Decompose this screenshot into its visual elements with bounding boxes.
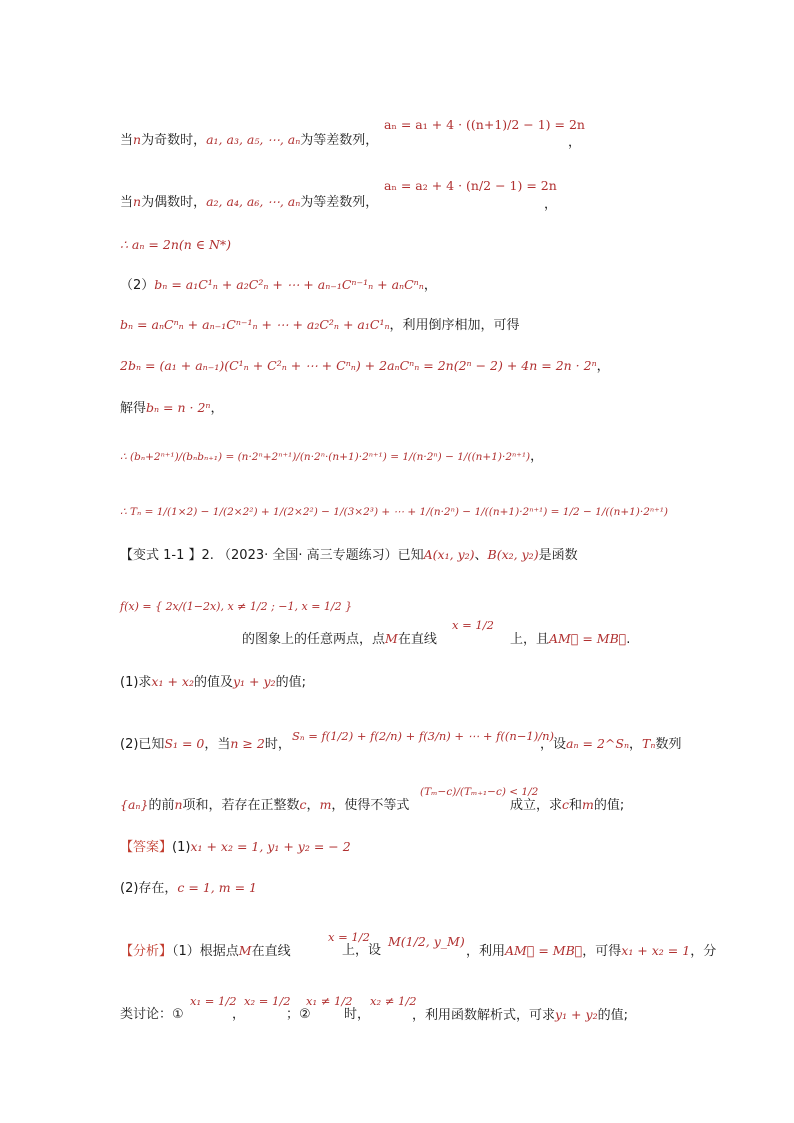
analysis-line-2 xyxy=(120,1006,184,1024)
problem-header: 【变式 1-1 】2. （2023· 全国· 高三专题练习）已知 xyxy=(120,548,424,563)
text: ，使得不等式 xyxy=(331,798,410,813)
y-sum: y₁ + y₂ xyxy=(232,674,276,689)
text: （1）根据点 xyxy=(172,944,239,959)
case-2-x2: x₂ ≠ 1/2 xyxy=(370,994,417,1008)
question-3-line xyxy=(120,796,409,815)
solve-bn-line xyxy=(120,399,224,418)
text: 在直线 xyxy=(397,632,437,647)
analysis-line-1 xyxy=(120,942,291,961)
text: 为奇数时， xyxy=(141,133,207,148)
even-case-formula: aₙ = a₂ + 4 · (n/2 − 1) = 2n xyxy=(384,178,557,193)
ratio-formula: ∴ (bₙ+2ⁿ⁺¹)/(bₙbₙ₊₁) = (n·2ⁿ+2ⁿ⁺¹)/(n·2ⁿ·(n+1)·2ⁿ⁺¹) = 1/(n·2ⁿ) − 1/((n+1)·2ⁿ⁺¹) xyxy=(120,451,531,463)
two-bn-formula: 2bₙ = (a₁ + aₙ₋₁)(C¹ₙ + C²ₙ + ⋯ + Cⁿₙ) + 2aₙCⁿₙ = 2n(2ⁿ − 2) + 4n = 2n · 2ⁿ xyxy=(120,358,597,373)
tn: Tₙ xyxy=(642,736,656,751)
text: ， xyxy=(423,278,437,293)
math-m: m xyxy=(319,797,332,812)
text: ；② xyxy=(286,1007,311,1022)
text: 是函数 xyxy=(538,548,578,563)
text: 、 xyxy=(474,548,488,563)
text: 在直线 xyxy=(251,944,291,959)
text: . xyxy=(626,632,631,647)
text: 和 xyxy=(569,798,583,813)
ratio-line xyxy=(120,448,543,466)
x-sum-result: x₁ + x₂ = 1 xyxy=(621,943,691,958)
odd-case-formula: aₙ = a₁ + 4 · ((n+1)/2 − 1) = 2n xyxy=(384,117,585,132)
math-n: n xyxy=(133,194,142,209)
math-m: m xyxy=(582,797,594,812)
analysis-line-eq: x = 1/2 xyxy=(328,930,370,944)
question-2-tail xyxy=(540,735,681,754)
an-seq: {aₙ} xyxy=(120,797,149,812)
text: ， xyxy=(530,449,544,464)
text: ，利用 xyxy=(466,944,506,959)
answer-2: c = 1, m = 1 xyxy=(177,880,257,895)
math-c: c xyxy=(562,797,570,812)
text: 的值; xyxy=(593,798,625,813)
text: ，可得 xyxy=(582,944,622,959)
text: 解得 xyxy=(120,401,147,416)
text: (1) xyxy=(172,840,191,855)
function-definition: f(x) = { 2x/(1−2x), x ≠ 1/2 ; −1, x = 1/2 } xyxy=(120,600,353,613)
math-sequence: a₁, a₃, a₅, ⋯, aₙ xyxy=(206,132,301,147)
text: ，利用倒序相加，可得 xyxy=(389,318,520,333)
answer-line-2 xyxy=(120,879,257,898)
text: 当 xyxy=(120,195,134,210)
text: ， xyxy=(306,798,320,813)
bn-reverse-formula: bₙ = aₙCⁿₙ + aₙ₋₁Cⁿ⁻¹ₙ + ⋯ + a₂C²ₙ + a₁C¹ₙ xyxy=(120,317,390,332)
text: 上，且 xyxy=(510,632,550,647)
question-1-line xyxy=(120,673,306,692)
two-bn-line xyxy=(120,357,610,376)
case-1-x1: x₁ = 1/2 xyxy=(190,994,237,1008)
text: 数列 xyxy=(655,737,682,752)
text: 的图象上的任意两点，点 xyxy=(242,632,386,647)
tn-sum-line xyxy=(120,503,668,521)
answer-1: x₁ + x₂ = 1, y₁ + y₂ = − 2 xyxy=(190,839,351,854)
math-n: n xyxy=(174,797,183,812)
math-sequence: a₂, a₄, a₆, ⋯, aₙ xyxy=(206,194,301,209)
n-condition: n ≥ 2 xyxy=(230,736,265,751)
odd-case-tail: ， xyxy=(568,135,582,150)
inequality: (Tₘ−c)/(Tₘ₊₁−c) < 1/2 xyxy=(420,786,539,798)
math-m: M xyxy=(238,943,252,958)
analysis-tag: 【分析】 xyxy=(120,944,173,959)
text: 项和，若存在正整数 xyxy=(182,798,300,813)
conclusion-an: ∴ aₙ = 2n(n ∈ N*) xyxy=(120,237,232,252)
text: 的值; xyxy=(597,1008,628,1023)
text: 的前 xyxy=(148,798,175,813)
vector-line xyxy=(510,630,630,649)
text: ，分 xyxy=(690,944,717,959)
text: 类讨论：① xyxy=(120,1007,184,1022)
text: ， xyxy=(629,737,643,752)
graph-text-line xyxy=(242,630,437,649)
analysis-line-1b xyxy=(342,942,381,960)
question-3-tail xyxy=(510,796,624,815)
text: ，当 xyxy=(204,737,231,752)
line-equation: x = 1/2 xyxy=(452,618,494,632)
vector-equation: AM⃗ = MB⃗ xyxy=(549,631,627,646)
m-coordinate: M(1/2, y_M) xyxy=(388,934,465,949)
math-m: M xyxy=(385,631,398,646)
bn-formula: bₙ = a₁C¹ₙ + a₂C²ₙ + ⋯ + aₙ₋₁Cⁿ⁻¹ₙ + aₙCⁿₙ xyxy=(154,277,424,292)
x-sum: x₁ + x₂ xyxy=(151,674,194,689)
text: 为等差数列， xyxy=(300,133,379,148)
text: 的值及 xyxy=(193,675,233,690)
text: (1)求 xyxy=(120,675,152,690)
case-2-x1: x₁ ≠ 1/2 xyxy=(306,994,353,1008)
an-def: aₙ = 2^Sₙ xyxy=(566,736,630,751)
part-label: （2） xyxy=(120,278,155,293)
answer-line-1 xyxy=(120,838,351,857)
vector-equation: AM⃗ = MB⃗ xyxy=(505,943,583,958)
text: ，设 xyxy=(540,737,567,752)
text: 上，设 xyxy=(342,943,382,958)
text: 为偶数时， xyxy=(141,195,207,210)
case-1-x2: x₂ = 1/2 xyxy=(244,994,291,1008)
point-b: B(x₂, y₂) xyxy=(487,547,539,562)
text: 为等差数列， xyxy=(300,195,379,210)
bn-result: bₙ = n · 2ⁿ xyxy=(146,400,211,415)
sn-formula: Sₙ = f(1/2) + f(2/n) + f(3/n) + ⋯ + f((n−1)/n) xyxy=(292,729,555,743)
y-sum: y₁ + y₂ xyxy=(555,1007,598,1022)
even-case-line xyxy=(120,193,378,212)
analysis-line-1c xyxy=(466,942,716,961)
text: 成立，求 xyxy=(510,798,563,813)
text: ， xyxy=(210,401,224,416)
problem-header-line xyxy=(120,546,578,565)
answer-tag: 【答案】 xyxy=(120,840,173,855)
s1: S₁ = 0 xyxy=(164,736,205,751)
text: ， xyxy=(232,1007,246,1022)
text: (2)已知 xyxy=(120,737,165,752)
text: 时， xyxy=(344,1007,371,1022)
text: (2)存在， xyxy=(120,881,178,896)
text: 当 xyxy=(120,133,134,148)
text: 的值; xyxy=(275,675,306,690)
tn-formula: ∴ Tₙ = 1/(1×2) − 1/(2×2²) + 1/(2×2²) − 1/(3×2³) + ⋯ + 1/(n·2ⁿ) − 1/((n+1)·2ⁿ⁺¹) = 1/2 − 1/((n+1)·2ⁿ⁺¹) xyxy=(120,506,669,518)
question-2-line xyxy=(120,735,291,754)
point-a: A(x₁, y₂) xyxy=(423,547,475,562)
text: ， xyxy=(596,359,610,374)
odd-case-line xyxy=(120,131,378,150)
math-n: n xyxy=(133,132,142,147)
text: ，利用函数解析式，可求 xyxy=(412,1008,556,1023)
math-c: c xyxy=(299,797,307,812)
analysis-line-2-tail xyxy=(412,1006,628,1025)
text: 时， xyxy=(264,737,291,752)
even-case-tail: ， xyxy=(544,197,558,212)
part2-bn-line xyxy=(120,276,437,295)
bn-reverse-line xyxy=(120,316,520,335)
